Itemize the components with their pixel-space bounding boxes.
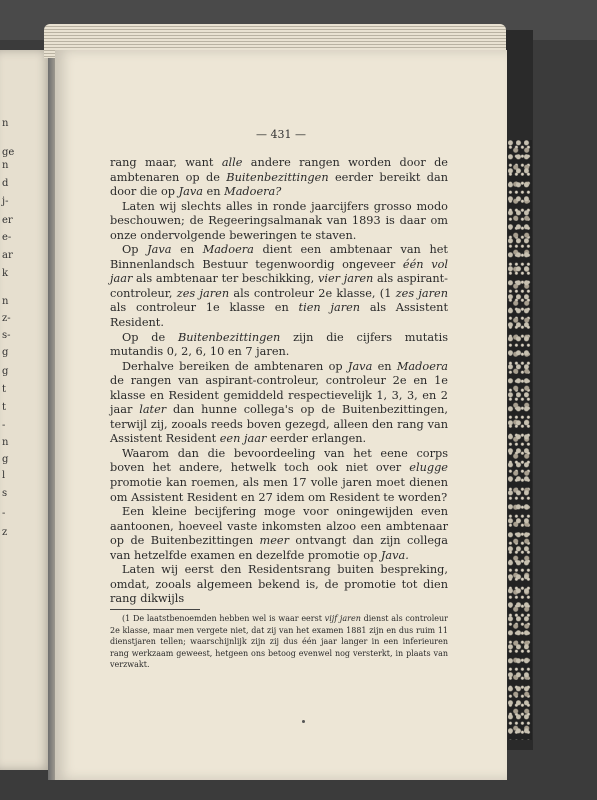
left-page-text: t (2, 384, 7, 395)
text-run: zijn die cijfers mutatis mutandis 0, 2, 6, 10 en 7 jaren. (110, 330, 448, 359)
italic-text: Madoera (396, 359, 449, 373)
footnote-rule (110, 609, 200, 610)
text-run: Derhalve bereiken de ambtenaren op (122, 359, 348, 373)
text-run: Waarom dan die bevoordeeling van het eene corps boven het andere, hetwelk toch ook niet over (110, 446, 448, 475)
left-page-text: n (2, 160, 9, 171)
text-run: andere rangen worden door de ambtenaren op de (110, 156, 448, 184)
italic-text: Java (147, 243, 172, 257)
italic-text: alle (221, 156, 243, 169)
italic-text: Buitenbezittingen (177, 330, 281, 344)
text-run: dienst als controleur 2e klasse, maar men vergete niet, dat zij van het examen 1881 zijn en dus ruim 11 dienstjaren tellen; waarschijnlijk zijn zij dus één jaar langer in een inferieuren rang werkzaam geweest, hetgeen ons betoog evenwel nog versterkt, in plaats van verzwakt. (110, 613, 448, 670)
paragraph (110, 331, 448, 360)
left-page-text: s- (2, 330, 11, 341)
left-page-text: g (2, 366, 9, 377)
text-run: eerder erlangen. (266, 432, 367, 446)
paragraph (110, 200, 448, 244)
text-run: Op (122, 243, 148, 257)
text-run: Laten wij slechts alles in ronde jaarcijfers grosso modo beschouwen; de Regeeringsalmanak van 1893 is daar om onze ondervolgende beweringen te staven. (110, 199, 448, 242)
marbled-cover-edge (508, 140, 532, 740)
italic-text: elugge (409, 461, 448, 475)
text-run: (1 De laatstbenoemden hebben wel is waar eerst (122, 613, 325, 623)
left-page-text: z (2, 527, 8, 538)
left-page-text: d (2, 178, 9, 189)
left-page-text: t (2, 402, 7, 413)
paragraph (110, 360, 448, 447)
text-run: dan hunne collega's op de Buitenbezittingen, terwijl zij, zooals reeds boven gezegd, alleen den rang van Assistent Resident (110, 403, 448, 446)
italic-text: Madoera (202, 243, 254, 257)
left-page-text: g (2, 454, 9, 465)
text-run: Een kleine becijfering moge voor oningewijden even aantoonen, hoeveel vaste inkomsten alzoo een ambtenaar op de Buitenbezittingen (110, 505, 448, 548)
left-page-text: n (2, 118, 9, 129)
italic-text: zes jaren (395, 286, 449, 300)
left-page-text: n (2, 296, 9, 307)
left-page-text: er (2, 215, 13, 226)
left-page-fragment (0, 50, 52, 770)
text-run: en (202, 185, 225, 199)
page-body (110, 156, 448, 671)
text-run: als Assistent Resident. (110, 301, 448, 330)
text-run: de rangen van aspirant-controleur, controleur 2e en 1e klasse en Resident gemiddeld respectievelijk 1, 3, 3, en 2 jaar (110, 374, 448, 417)
italic-text: een jaar (219, 432, 267, 446)
left-page-text: k (2, 268, 9, 279)
text-run: en (171, 243, 203, 257)
text-run: eerder bereikt dan door die op (110, 170, 449, 199)
italic-text: Java (347, 359, 373, 373)
text-run: en (372, 359, 397, 373)
page-speck (302, 720, 305, 723)
right-page (55, 50, 507, 780)
italic-text: later (139, 403, 167, 417)
text-run: ontvangt dan zijn collega van hetzelfde examen en dezelfde promotie op (110, 534, 448, 562)
page-number: — 431 — (256, 128, 306, 141)
italic-text: vier jaren (317, 272, 374, 286)
italic-text: tien jaren (298, 301, 361, 315)
left-page-text: ar (2, 250, 13, 261)
left-page-text: - (2, 420, 6, 431)
left-page-text: g (2, 347, 9, 358)
italic-text: meer (259, 534, 289, 548)
italic-text: één vol jaar (110, 257, 448, 286)
italic-text: Buitenbezittingen (226, 170, 329, 184)
paragraph (110, 156, 448, 200)
left-page-text: e- (2, 232, 12, 243)
paragraph (110, 505, 448, 563)
text-run: als controleur 1e klasse en (110, 301, 299, 315)
italic-text: Java. (380, 548, 409, 562)
text-run: rang maar, want (110, 156, 222, 169)
left-page-text: s (2, 488, 8, 499)
italic-text: zes jaren (176, 286, 230, 300)
text-run: als ambtenaar ter beschikking, (132, 272, 318, 286)
paragraph (110, 243, 448, 330)
text-run: dient een ambtenaar van het Binnenlandsch Bestuur tegenwoordig ongeveer (110, 243, 448, 271)
text-run: Laten wij eerst den Residentsrang buiten bespreking, omdat, zooals algemeen bekend is, de promotie tot dien rang dikwijls (110, 563, 448, 606)
left-page-text: - (2, 508, 6, 519)
left-page-text: n (2, 437, 9, 448)
italic-text: vijf jaren (324, 613, 361, 623)
text-run: als aspirant-controleur, (110, 272, 448, 300)
footnote (110, 613, 448, 671)
paragraph (110, 447, 448, 505)
text-run: promotie kan roemen, als men 17 volle jaren moet dienen om Assistent Resident en 27 idem om Resident te worden? (110, 476, 448, 504)
italic-text: Java (178, 185, 203, 199)
paragraph (110, 563, 448, 607)
left-page-text: z- (2, 313, 11, 324)
left-page-text: l (2, 470, 6, 481)
text-run: als controleur 2e klasse, (1 (229, 286, 396, 300)
paragraphs (110, 156, 448, 607)
italic-text: Madoera? (224, 185, 282, 199)
left-page-text: j- (2, 196, 9, 207)
text-run: Op de (122, 330, 178, 344)
left-page-text: ge (2, 147, 15, 158)
